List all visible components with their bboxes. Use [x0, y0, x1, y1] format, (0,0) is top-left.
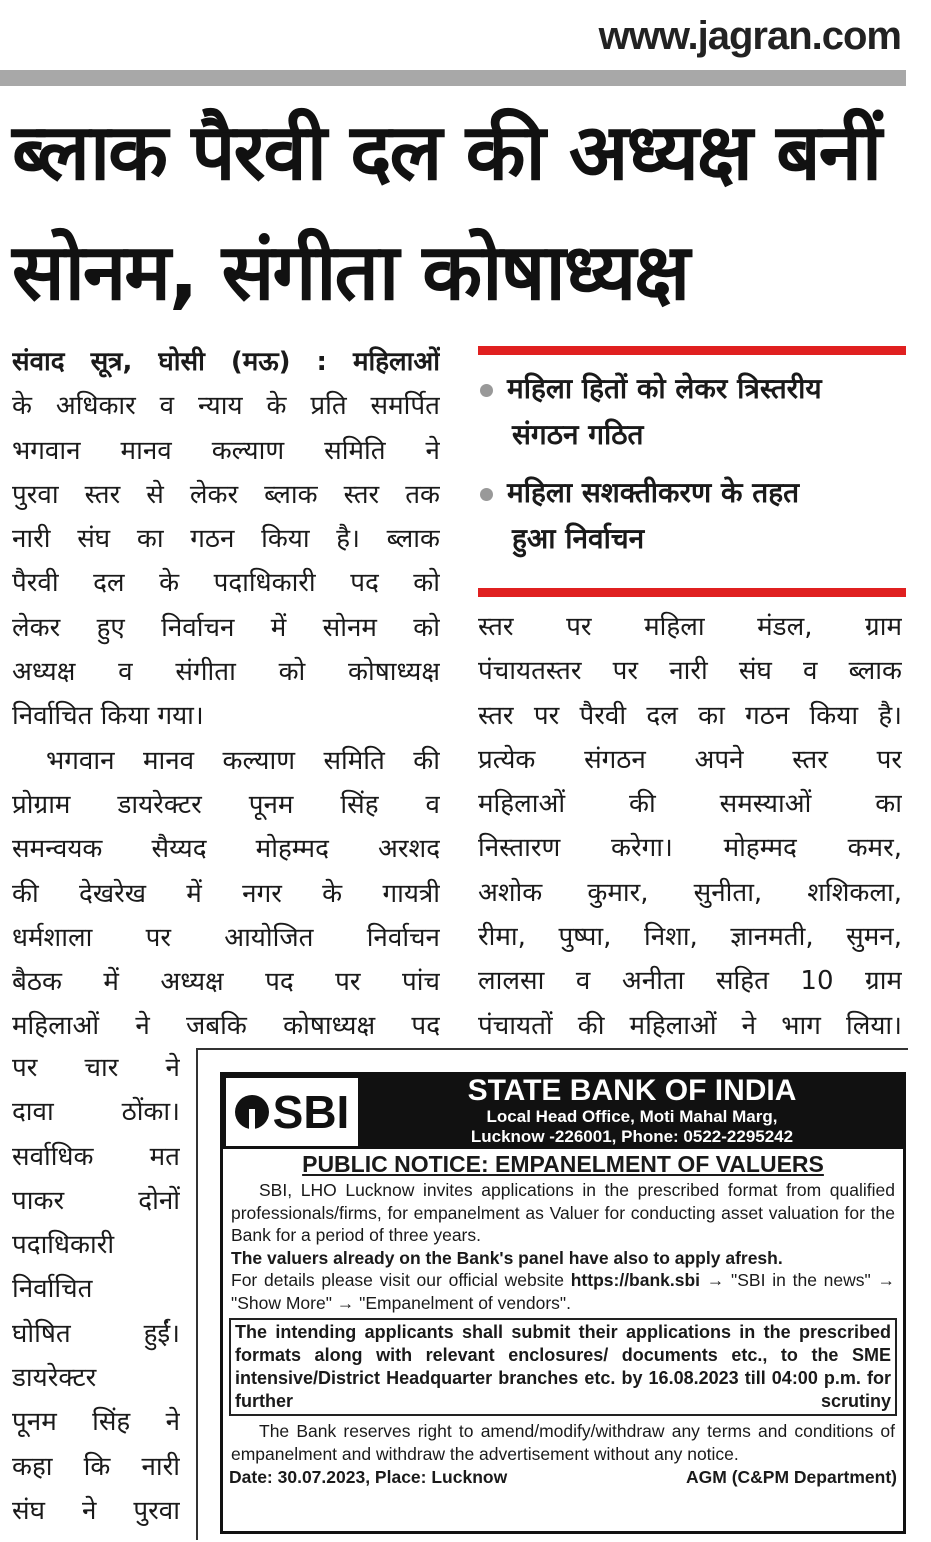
article-line: के अधिकार व न्याय के प्रति समर्पित: [12, 391, 440, 422]
article-line: रीमा, पुष्पा, निशा, ज्ञानमती, सुमन,: [478, 922, 902, 953]
article-line: संवाद सूत्र, घोसी (मऊ) : महिलाओं: [12, 347, 440, 377]
bank-name: STATE BANK OF INDIA: [467, 1074, 797, 1107]
article-line: स्तर पर पैरवी दल का गठन किया है।: [478, 700, 902, 731]
sbi-logo: SBI: [226, 1078, 358, 1146]
highlight-rule-top: [478, 346, 906, 355]
article-line: संघ ने पुरवा: [12, 1495, 180, 1526]
article-column-2: [478, 605, 902, 1048]
header-rule: [0, 70, 906, 86]
article-line: पर चार ने: [12, 1053, 180, 1083]
article-line: सर्वाधिक मत: [12, 1141, 180, 1172]
article-line: पूनम सिंह ने: [12, 1407, 180, 1438]
article-line: पंचायतस्तर पर नारी संघ व ब्लाक: [478, 656, 902, 687]
article-line: लालसा व अनीता सहित 10 ग्राम: [478, 966, 902, 997]
sbi-keyhole-icon: [235, 1095, 269, 1129]
notice-para-3: The Bank reserves right to amend/modify/withdraw any terms and conditions of empanelment and withdraw the advertisement without any notice.: [231, 1421, 895, 1464]
notice-para-2: For details please visit our official website https://bank.sbi → "SBI in the news" → "Show More" → "Empanelment of vendors".: [231, 1270, 895, 1313]
date-place: Date: 30.07.2023, Place: Lucknow: [229, 1467, 508, 1487]
article-line: निस्तारण करेगा। मोहम्मद कमर,: [478, 833, 902, 864]
notice-para-1-bold: The valuers already on the Bank's panel have also to apply afresh.: [231, 1247, 783, 1268]
site-url: www.jagran.com: [598, 14, 901, 58]
article-line: बैठक में अध्यक्ष पद पर पांच: [12, 967, 440, 998]
article-line: की देखरेख में नगर के गायत्री: [12, 878, 440, 909]
article-column-1: [12, 340, 440, 1049]
notice-para-1: SBI, LHO Lucknow invites applications in the prescribed format from qualified professionals/firms, for empanelment as Valuer for conducting asset valuation for the Bank for a period of three years.: [231, 1180, 895, 1245]
highlight-rule-bottom: [478, 588, 906, 597]
article-line: अध्यक्ष व संगीता को कोषाध्यक्ष: [12, 657, 440, 688]
article-column-1-continued: [12, 1046, 180, 1533]
article-line: निर्वाचित किया गया।: [12, 701, 204, 732]
article-line: प्रोग्राम डायरेक्टर पूनम सिंह व: [12, 789, 440, 820]
article-line: पुरवा स्तर से लेकर ब्लाक स्तर तक: [12, 479, 440, 510]
article-line: पंचायतों की महिलाओं ने भाग लिया।: [478, 1010, 902, 1041]
article-line: कहा कि नारी: [12, 1451, 180, 1482]
article-line: अशोक कुमार, सुनीता, शशिकला,: [478, 877, 902, 908]
address-line-1: Local Head Office, Moti Mahal Marg,: [486, 1107, 778, 1126]
article-line: नारी संघ का गठन किया है। ब्लाक: [12, 524, 440, 555]
bullet-icon: [480, 384, 493, 397]
article-line: पाकर दोनों: [12, 1185, 180, 1216]
article-line: निर्वाचित: [12, 1274, 93, 1305]
article-line: महिलाओं की समस्याओं का: [478, 789, 902, 820]
article-line: भगवान मानव कल्याण समिति ने: [12, 435, 440, 466]
highlight-1: महिला हितों को लेकर त्रिस्तरीय संगठन गठित: [480, 366, 822, 458]
website-link[interactable]: https://bank.sbi: [570, 1270, 701, 1290]
sbi-public-notice: [220, 1072, 906, 1534]
article-line: घोषित हुईं।: [12, 1318, 180, 1349]
article-line: प्रत्येक संगठन अपने स्तर पर: [478, 744, 902, 775]
highlight-2: महिला सशक्तीकरण के तहत हुआ निर्वाचन: [480, 470, 799, 562]
headline-line-2: सोनम, संगीता कोषाध्यक्ष: [12, 228, 689, 318]
notice-boxed-text: The intending applicants shall submit their applications in the prescribed formats along with relevant enclosures/ documents etc., to the SME intensive/District Headquarter branches etc. by 16.08.2023 till 04:00 p.m. for further scrutiny: [229, 1318, 897, 1416]
article-line: लेकर हुए निर्वाचन में सोनम को: [12, 612, 440, 643]
article-line: पदाधिकारी: [12, 1230, 115, 1261]
article-line: धर्मशाला पर आयोजित निर्वाचन: [12, 922, 440, 953]
address-line-2: Lucknow -226001, Phone: 0522-2295242: [470, 1127, 794, 1146]
article-line: महिलाओं ने जबकि कोषाध्यक्ष पद: [12, 1011, 440, 1042]
article-line: स्तर पर महिला मंडल, ग्राम: [478, 612, 902, 642]
signatory: AGM (C&PM Department): [686, 1467, 897, 1487]
notice-title: PUBLIC NOTICE: EMPANELMENT OF VALUERS: [302, 1151, 824, 1177]
headline-line-1: ब्लाक पैरवी दल की अध्यक्ष बनीं: [12, 108, 881, 198]
article-line: पैरवी दल के पदाधिकारी पद को: [12, 568, 440, 599]
article-line: डायरेक्टर: [12, 1363, 97, 1394]
bullet-icon: [480, 488, 493, 501]
article-line: दावा ठोंका।: [12, 1097, 180, 1128]
article-line: समन्वयक सैय्यद मोहम्मद अरशद: [12, 834, 440, 865]
article-line: भगवान मानव कल्याण समिति की: [46, 745, 440, 776]
